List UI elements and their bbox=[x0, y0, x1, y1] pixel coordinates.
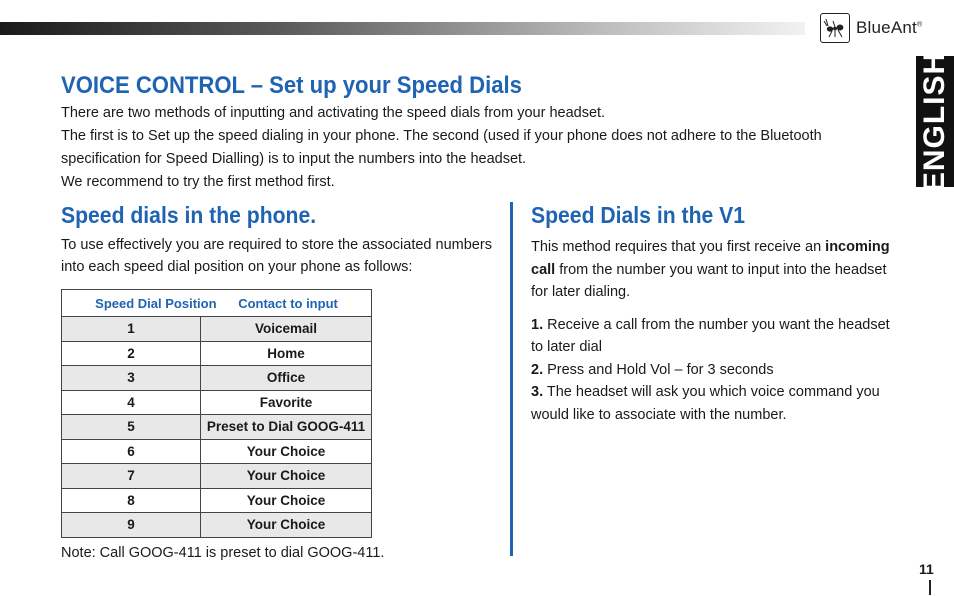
table-row bbox=[62, 366, 372, 391]
logo-text: BlueAnt bbox=[856, 18, 917, 37]
table-row bbox=[62, 488, 372, 513]
speed-dial-position-cell: 5 bbox=[62, 415, 201, 440]
intro-line: There are two methods of inputting and activating the speed dials from your headset. bbox=[61, 105, 606, 121]
contact-cell: Preset to Dial GOOG-411 bbox=[201, 415, 372, 440]
page-title: VOICE CONTROL – Set up your Speed Dials bbox=[61, 72, 522, 99]
speed-dial-position-cell: 2 bbox=[62, 341, 201, 366]
left-section-heading: Speed dials in the phone. bbox=[61, 202, 317, 228]
speed-dial-position-cell: 3 bbox=[62, 366, 201, 391]
speed-dial-position-cell: 1 bbox=[62, 317, 201, 342]
incoming-call-emphasis: incoming call bbox=[531, 239, 890, 278]
speed-dial-position-cell: 7 bbox=[62, 464, 201, 489]
language-tab-label: ENGLISH bbox=[918, 51, 952, 192]
registered-mark: ® bbox=[916, 21, 923, 29]
speed-dial-position-cell: 9 bbox=[62, 513, 201, 538]
contact-cell: Your Choice bbox=[201, 488, 372, 513]
speed-dial-table bbox=[61, 289, 372, 538]
intro-line: We recommend to try the first method first. bbox=[61, 174, 335, 190]
speed-dial-position-cell: 8 bbox=[62, 488, 201, 513]
table-header bbox=[62, 290, 372, 317]
header-contact-to-input: Contact to input bbox=[238, 295, 338, 311]
method-description: This method requires that you first receive an incoming call from the number you want to input into the headset for later dialing. bbox=[531, 239, 890, 300]
table-header-row bbox=[62, 290, 372, 317]
contact-cell: Home bbox=[201, 341, 372, 366]
left-section-description: To use effectively you are required to store the associated numbers into each speed dial position on your phone as follows: bbox=[61, 237, 492, 275]
speed-dial-position-cell: 6 bbox=[62, 439, 201, 464]
right-section-body bbox=[531, 236, 896, 426]
speed-dial-position-cell: 4 bbox=[62, 390, 201, 415]
table-row bbox=[62, 439, 372, 464]
column-divider bbox=[510, 202, 513, 556]
table-row bbox=[62, 464, 372, 489]
table-row bbox=[62, 415, 372, 440]
right-section-heading: Speed Dials in the V1 bbox=[531, 202, 746, 228]
step-2: 2. Press and Hold Vol – for 3 seconds bbox=[531, 361, 774, 378]
table-row bbox=[62, 390, 372, 415]
table-row bbox=[62, 317, 372, 342]
contact-cell: Your Choice bbox=[201, 439, 372, 464]
ant-icon bbox=[820, 13, 850, 43]
note-text: Note: Call GOOG-411 is preset to dial GOOG-411. bbox=[61, 545, 385, 561]
contact-cell: Voicemail bbox=[201, 317, 372, 342]
step-1: 1. Receive a call from the number you want the headset to later dial bbox=[531, 316, 890, 355]
page-number-tick bbox=[929, 580, 931, 595]
contact-cell: Your Choice bbox=[201, 464, 372, 489]
contact-cell: Your Choice bbox=[201, 513, 372, 538]
step-3: 3. The headset will ask you which voice command you would like to associate with the number. bbox=[531, 384, 880, 423]
blueant-logo bbox=[820, 12, 922, 44]
page-number: 11 bbox=[919, 561, 934, 577]
language-tab bbox=[916, 51, 954, 192]
intro-text bbox=[61, 102, 891, 194]
contact-cell: Office bbox=[201, 366, 372, 391]
header-speed-dial-position: Speed Dial Position bbox=[95, 295, 217, 311]
table-row bbox=[62, 513, 372, 538]
contact-cell: Favorite bbox=[201, 390, 372, 415]
table-row bbox=[62, 341, 372, 366]
header-gradient-bar bbox=[0, 22, 805, 35]
intro-line: The first is to Set up the speed dialing in your phone. The second (used if your phone does not adhere to the Bluetooth specification for Speed Dialling) is to input the numbers into the headset. bbox=[61, 128, 822, 167]
